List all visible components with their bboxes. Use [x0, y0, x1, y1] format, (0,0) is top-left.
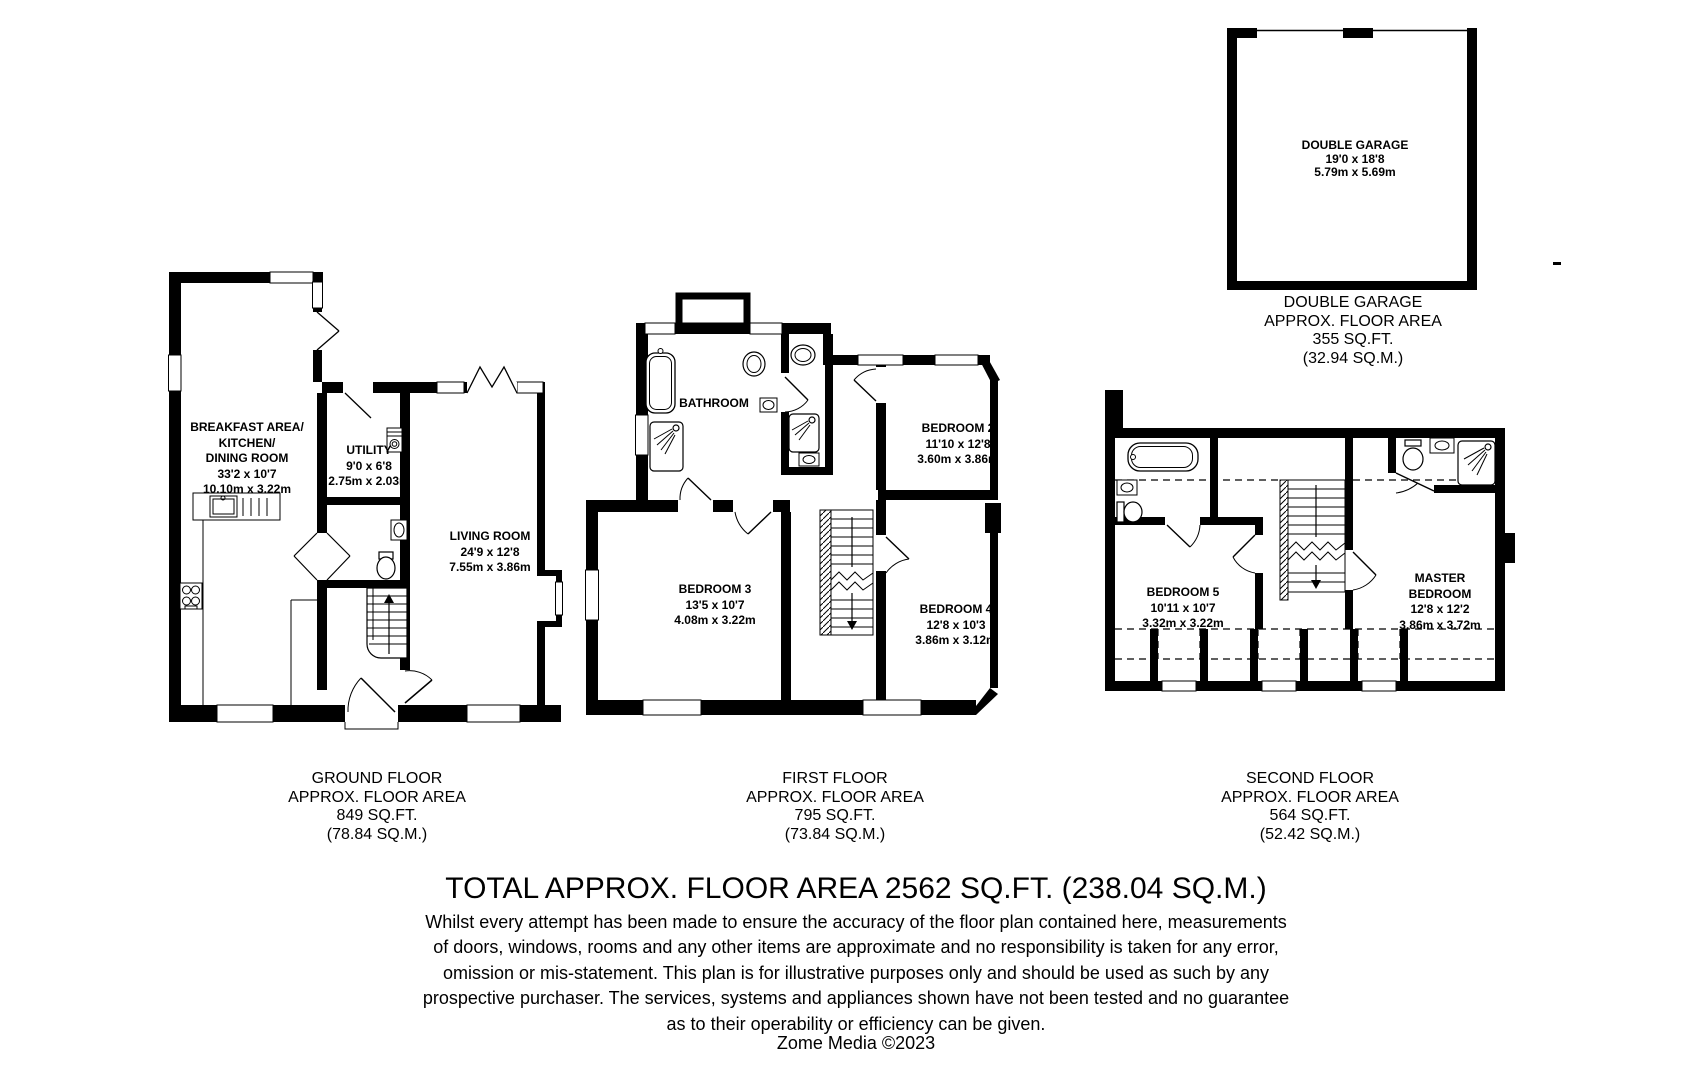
living-room-door — [405, 671, 432, 703]
stairs-down — [1280, 480, 1345, 600]
basin — [391, 520, 407, 540]
ensuite-toilet — [791, 345, 815, 365]
total-floor-area: TOTAL APPROX. FLOOR AREA 2562 SQ.FT. (238.04 SQ.M.) — [445, 872, 1267, 905]
kitchen-counter — [193, 493, 317, 705]
room-label-bathroom: BATHROOM — [679, 396, 749, 410]
ground-floor-plan — [165, 268, 567, 733]
wc-doors — [294, 533, 350, 580]
room-label-living-room: LIVING ROOM 24'9 x 12'8 7.55m x 3.86m — [449, 529, 531, 574]
caption-double-garage: DOUBLE GARAGE APPROX. FLOOR AREA 355 SQ.FT. (32.94 SQ.M.) — [1264, 294, 1442, 367]
french-doors — [467, 367, 517, 393]
ensuite-shower — [789, 414, 819, 452]
room-label-master-bedroom: MASTER BEDROOM 12'8 x 12'2 3.86m x 3.72m — [1399, 571, 1481, 632]
stairs-up — [367, 588, 407, 658]
room-label-utility: UTILITY 9'0 x 6'8 2.75m x 2.03m — [328, 443, 410, 488]
shower — [650, 422, 683, 471]
back-door — [317, 312, 339, 350]
basin — [1117, 480, 1137, 495]
utility-door — [343, 382, 373, 418]
first-floor-plan — [583, 285, 1003, 730]
disclaimer-text: Whilst every attempt has been made to ensure the accuracy of the floor plan contained here, measurements of doors, windows, rooms and any other items are approximate and no responsibility is taken for any error, omission or mis-statement. This plan is for illustrative purposes only and should be used as such by any prospective purchaser. The services, systems and appliances shown have not been tested and no guarantee as to their operability or efficiency can be given. — [422, 912, 1290, 1034]
plan-artifact — [1553, 262, 1561, 265]
toilet — [1117, 502, 1142, 522]
ensuite-toilet — [1403, 440, 1423, 470]
room-label-bedroom-2: BEDROOM 2 11'10 x 12'8 3.60m x 3.86m — [917, 421, 999, 466]
front-door — [345, 678, 398, 729]
room-label-double-garage: DOUBLE GARAGE 19'0 x 18'8 5.79m x 5.69m — [1301, 138, 1409, 179]
caption-ground-floor: GROUND FLOOR APPROX. FLOOR AREA 849 SQ.FT. (78.84 SQ.M.) — [288, 770, 466, 843]
caption-second-floor: SECOND FLOOR APPROX. FLOOR AREA 564 SQ.FT. (52.42 SQ.M.) — [1221, 770, 1399, 843]
hob — [180, 583, 202, 609]
room-label-kitchen: BREAKFAST AREA/ KITCHEN/ DINING ROOM 33'2 x 10'7 10.10m x 3.22m — [190, 420, 304, 496]
ensuite-basin — [799, 453, 819, 466]
second-floor-plan — [1100, 385, 1520, 700]
toilet — [743, 352, 765, 376]
caption-first-floor: FIRST FLOOR APPROX. FLOOR AREA 795 SQ.FT. (73.84 SQ.M.) — [746, 770, 924, 843]
toilet — [377, 552, 395, 579]
room-label-bedroom-5: BEDROOM 5 10'11 x 10'7 3.32m x 3.22m — [1142, 585, 1224, 630]
ensuite-basin — [1430, 438, 1454, 453]
ensuite-shower — [1458, 441, 1495, 485]
room-label-bedroom-4: BEDROOM 4 12'8 x 10'3 3.86m x 3.12m — [915, 602, 997, 647]
bath — [1128, 443, 1198, 471]
basin — [760, 398, 777, 412]
stairs-down — [820, 510, 873, 635]
credit-line: Zome Media ©2023 — [776, 1033, 936, 1053]
bath — [646, 349, 675, 414]
chimney — [679, 296, 747, 326]
room-label-bedroom-3: BEDROOM 3 13'5 x 10'7 4.08m x 3.22m — [674, 582, 756, 627]
